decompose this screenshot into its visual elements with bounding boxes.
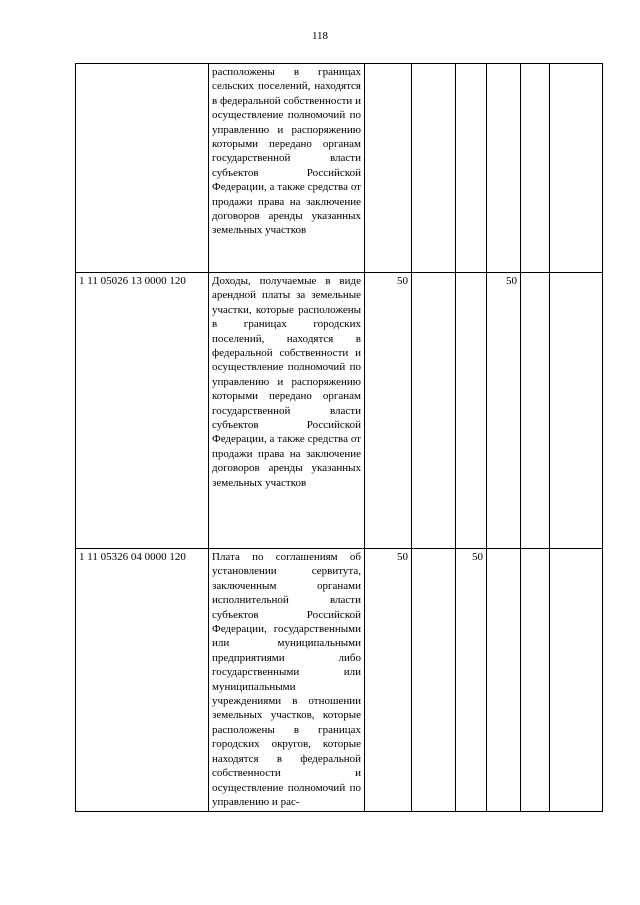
budget-code-cell: 1 11 05026 13 0000 120 xyxy=(76,273,209,549)
value-cell: 50 xyxy=(487,273,521,549)
table-row xyxy=(76,549,603,812)
value-cell: 50 xyxy=(456,549,487,812)
value-cell xyxy=(521,549,550,812)
budget-code-cell xyxy=(76,64,209,273)
value-cell xyxy=(412,64,456,273)
table-row xyxy=(76,273,603,549)
budget-code-cell: 1 11 05326 04 0000 120 xyxy=(76,549,209,812)
value-cell xyxy=(550,549,603,812)
description-cell: расположены в границах сельских поселений, находятся в федеральной собственности и осуществление полномочий по управлению и распоряжению которыми передано органам государственной власти субъектов Российской Федерации, а также средства от продажи права на заключение договоров аренды указанных земельных участков xyxy=(209,64,365,273)
table-row xyxy=(76,64,603,273)
value-cell xyxy=(521,64,550,273)
value-cell xyxy=(550,273,603,549)
value-cell xyxy=(365,64,412,273)
value-cell: 50 xyxy=(365,549,412,812)
description-cell: Плата по соглашениям об установлении сервитута, заключенным органами исполнительной власти субъектов Российской Федерации, государственными или муниципальными предприятиями либо государственными или муниципальными учреждениями в отношении земельных участков, которые расположены в границах городских округов, которые находятся в федеральной собственности и осуществление полномочий по управлению и рас- xyxy=(209,549,365,812)
value-cell xyxy=(521,273,550,549)
value-cell xyxy=(456,273,487,549)
value-cell: 50 xyxy=(365,273,412,549)
value-cell xyxy=(487,64,521,273)
value-cell xyxy=(550,64,603,273)
value-cell xyxy=(412,273,456,549)
description-cell: Доходы, получаемые в виде арендной платы за земельные участки, которые расположены в границах городских поселений, находятся в федеральной собственности и осуществление полномочий по управлению и распоряжению которыми передано органам государственной власти субъектов Российской Федерации, а также средства от продажи права на заключение договоров аренды указанных земельных участков xyxy=(209,273,365,549)
value-cell xyxy=(487,549,521,812)
page-number: 118 xyxy=(311,30,329,42)
revenue-table xyxy=(75,63,603,812)
value-cell xyxy=(456,64,487,273)
value-cell xyxy=(412,549,456,812)
